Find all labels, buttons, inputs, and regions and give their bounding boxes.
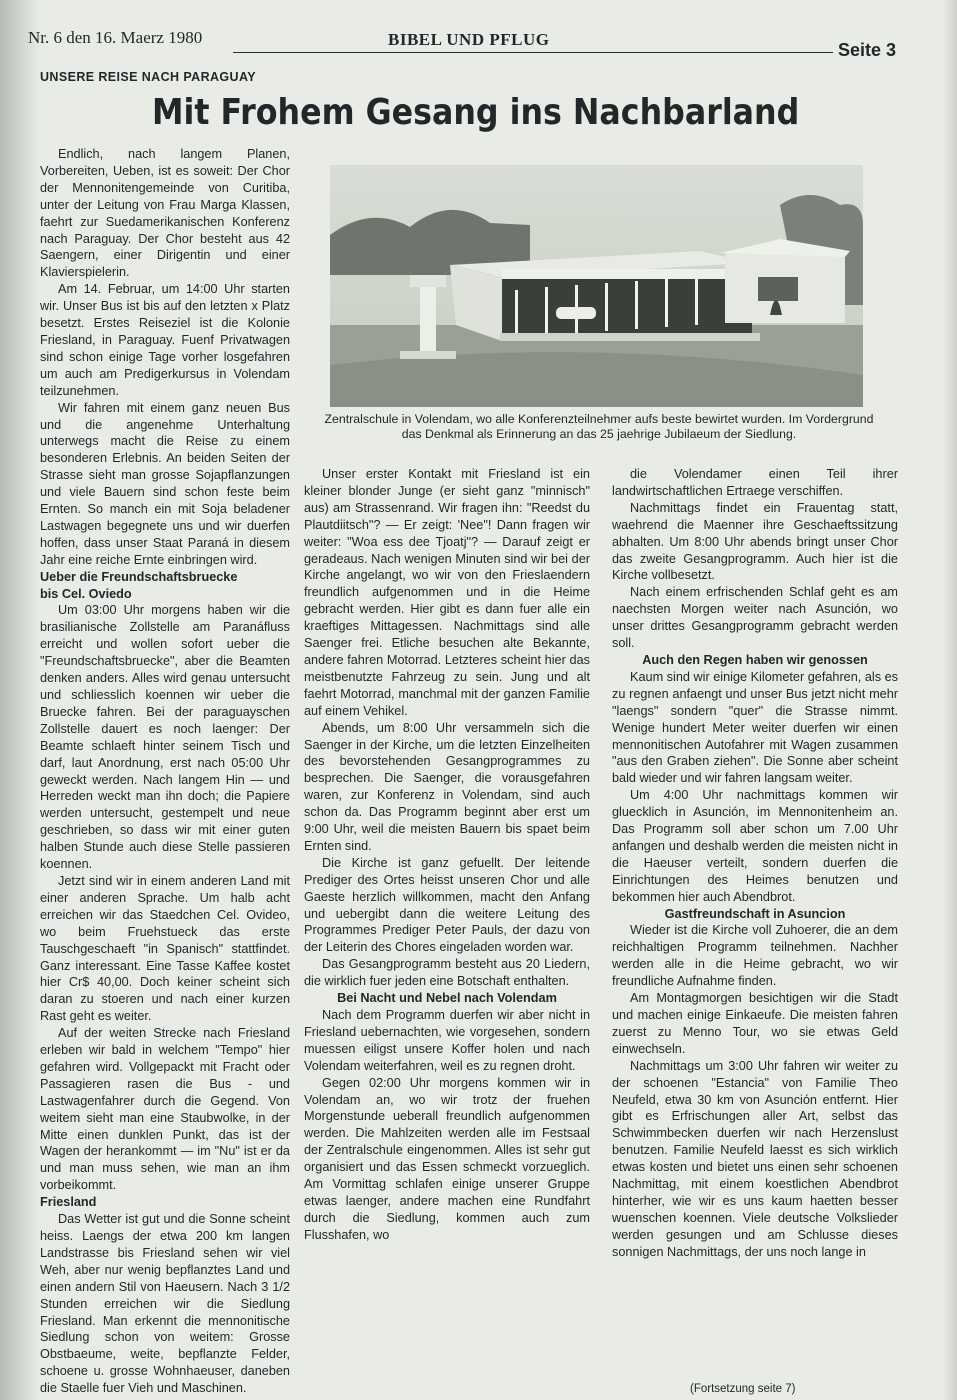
headline: Mit Frohem Gesang ins Nachbarland <box>152 92 800 133</box>
subheading: Ueber die Freundschaftsbruecke <box>40 569 238 584</box>
paragraph: Das Wetter ist gut und die Sonne scheint heiss. Laengs der etwa 200 km langen Landstrasse bis Friesland sehen wir viel Weh, aber nur wenig bepflanztes Land und einen andern Stil von Haeusern. Nach 3 1/2 Stunden erreichen wir die Siedlung Friesland. Man erkennt die mennonitische Siedlung schon von weitem: Grosse Obstbaeume, weite, bepflanzte Felder, schoene u. grosse Wohnhaeuser, daneben die Staelle fuer Vieh und Maschinen. <box>40 1212 290 1396</box>
paragraph: Am Montagmorgen besichtigen wir die Stadt und machen einige Einkaeufe. Die meisten fahren zuerst zu Menno Tour, wo sie etwas Geld einwechseln. <box>612 991 898 1056</box>
page-gutter-shadow <box>0 0 40 1400</box>
school-photo-illustration <box>330 165 863 407</box>
paragraph: Um 4:00 Uhr nachmittags kommen wir gluecklich in Asunción, im Mennonitenheim an. Das Programm soll aber schon um 7.00 Uhr anfangen und deshalb werden die meisten nicht in die Haeuser verteilt, sondern duerfen die Einrichtungen des Heimes benutzen und bekommen hier auch Abendbrot. <box>612 788 898 904</box>
paragraph: Jetzt sind wir in einem anderen Land mit einer anderen Sprache. Um halb acht erreichen wir das Staedchen Cel. Ovideo, wo beim Fruehstueck das erste Tauschgeschaeft "in Spanisch" stattfindet. Ganz interessant. Eine Tasse Kaffee kostet hier Cr$ 40,00. Doch keiner scheint sich daran zu stoeren und nach einer kurzen Rast geht es weiter. <box>40 873 290 1024</box>
paragraph: Gegen 02:00 Uhr morgens kommen wir in Volendam an, wo wir trotz der fruehen Morgenstunde ueberall freundlich aufgenommen werden. Die Mahlzeiten werden alle im Festsaal der Zentralschule eingenommen. Alles ist sehr gut organisiert und das Essen schmeckt vorzueglich. Am Vormittag schlafen einige unserer Gruppe etwas laenger, andere machen eine Rundfahrt durch die Siedlung, kommen auch zum Flusshafen, wo <box>304 1075 590 1242</box>
subheading: Gastfreundschaft in Asuncion <box>664 906 846 921</box>
subheading: Auch den Regen haben wir genossen <box>642 652 868 667</box>
paragraph: Abends, um 8:00 Uhr versammeln sich die Saenger in der Kirche, um die letzten Einzelheiten des bevorstehenden Gesangprogrammes zu besprechen. Die Saenger, die vorausgefahren waren, zur Konferenz in Volendam, sind auch schon da. Das Programm beginnt aber erst um 9:00 Uhr, weil die meisten Bauern bis spaet beim Ernten sind. <box>304 720 590 853</box>
page-edge <box>943 0 957 1400</box>
paragraph: Wir fahren mit einem ganz neuen Bus und die angenehme Unterhaltung unterwegs macht die Reise zu einem besonderen Erlebnis. An beiden Seiten der Strasse sieht man grosse Sojapflanzungen und viele Bauern sind schon feste beim Ernten. So manch ein mit Soja beladener Lastwagen begegnete uns und wir duerfen hoffen, dass unser Staat Paraná in diesem Jahr eine reiche Ernte einbringen wird. <box>40 400 290 567</box>
school-photo <box>330 165 863 407</box>
issue-date: Nr. 6 den 16. Maerz 1980 <box>28 28 203 47</box>
paragraph: Am 14. Februar, um 14:00 Uhr starten wir. Unser Bus ist bis auf den letzten x Platz besetzt. Erstes Reiseziel ist die Kolonie Friesland, in Paraguay. Fuenf Privatwagen sind schon einige Tage vorher losgefahren um auch am Predigerkursus in Volendam teilzunehmen. <box>40 282 290 398</box>
page-number: Seite 3 <box>838 40 897 60</box>
header-rule <box>233 52 833 53</box>
paragraph: Nachmittags findet ein Frauentag statt, waehrend die Maenner ihre Geschaeftssitzung abhalten. Um 8:00 Uhr abends bringt unser Chor das zweite Gesangprogramm. Auch hier ist die Kirche vollbesetzt. <box>612 500 898 583</box>
subheading: Friesland <box>40 1195 97 1210</box>
paragraph: Wieder ist die Kirche voll Zuhoerer, die an dem reichhaltigen Programm teilnehmen. Nachher werden alle in die Heime gebracht, wo wir freundliche Aufnahme finden. <box>612 923 898 989</box>
column-1 <box>40 146 290 1397</box>
subheading: bis Cel. Oviedo <box>40 586 132 601</box>
subheading: Bei Nacht und Nebel nach Volendam <box>337 991 557 1006</box>
paragraph: Nach einem erfrischenden Schlaf geht es am naechsten Morgen weiter nach Asunción, wo unser drittes Gesangprogramm gebracht werden soll. <box>612 585 898 651</box>
paragraph: Auf der weiten Strecke nach Friesland erleben wir bald in welchem "Tempo" hier gefahren wird. Vollgepackt mit Fracht oder Passagieren rasen die Bus - und Lastwagenfahrer durch die Gegend. Von weitem sieht man eine Staubwolke, in der Mitte einen dunklen Punkt, das ist der Wagen der herankommt — im "Nu" ist er da und man muss sehen, wie man an ihm vorbeikommt. <box>40 1026 290 1193</box>
newspaper-title: BIBEL UND PFLUG <box>388 30 550 49</box>
paragraph: Nach dem Programm duerfen wir aber nicht in Friesland uebernachten, wie vorgesehen, sondern muessen eiligst unsere Koffer holen und nach Volendam weiterfahren, weil es zu regnen droht. <box>304 1008 590 1073</box>
paragraph: Nachmittags um 3:00 Uhr fahren wir weiter zu der schoenen "Estancia" von Familie Theo Neufeld, etwa 30 km von Asunción entfernt. Hier gibt es Erfrischungen aller Art, selbst das Schwimmbecken duerfen wir nach Herzenslust benutzen. Familie Neufeld laesst es sich wirklich etwas kosten und bietet uns einen sehr schoenen Nachmittag, mit einem koestlichen Abendbrot hinterher, wie wir es uns kaum haetten besser wuenschen koennen. Viele deutsche Volkslieder werden gesungen und am Schlusse dieses sonnigen Nachmittags, der uns noch lange in <box>612 1058 898 1259</box>
paragraph: Unser erster Kontakt mit Friesland ist ein kleiner blonder Junge (er sieht ganz "minnisch" aus) am Strassenrand. Wir fragen ihn: "Reedst du Plautdiitsch"? — Er zeigt: 'Nee"! Dann fragen wir weiter: "Woa ess dee Tjoatj"? — Darauf zeigt er geradeaus. Nach wenigen Minuten sind wir bei der Kirche angelangt, wo wir von den Frieslaendern freundlich aufgenommen und in die Heime gebracht werden. Hier gibt es dann fuer alle ein kraeftiges Mittagessen. Nachmittags sind alle Saenger frei. Etliche besuchen alte Bekannte, andere fahren Motorrad. Letzteres scheint hier das meistbenutzte Fahrzeug zu sein. Jung und alt faehrt Motorrad, manchmal mit der ganzen Familie auf einem Vehikel. <box>304 467 590 718</box>
section-kicker: UNSERE REISE NACH PARAGUAY <box>40 70 256 84</box>
continuation-note: (Fortsetzung seite 7) <box>690 1383 796 1395</box>
photo-caption: Zentralschule in Volendam, wo alle Konferenzteilnehmer aufs beste bewirtet wurden. Im Vordergrund das Denkmal als Erinnerung an das 25 jaehrige Jubilaeum der Siedlung. <box>324 412 874 441</box>
column-2 <box>304 466 590 1244</box>
paragraph: Kaum sind wir einige Kilometer gefahren, als es zu regnen anfaengt und unser Bus jetzt nicht mehr "laengs" sondern "quer" die Strasse nimmt. Wenige hundert Meter weiter duerfen wir einen mennonitischen Autofahrer mit Wagen zusammen "aus den Graben ziehen". Die Sonne aber scheint bald wieder und wir fahren langsam weiter. <box>612 669 898 786</box>
paragraph: Die Kirche ist ganz gefuellt. Der leitende Prediger des Ortes heisst unseren Chor und alle Gaeste herzlich willkommen, macht den Anfang und uebergibt dann die weitere Leitung des Programmes Prediger Peter Pauls, der dazu von der Leiterin des Chores eingeladen worden war. <box>304 855 590 955</box>
paragraph: Das Gesangprogramm besteht aus 20 Liedern, die wirklich fuer jeden eine Botschaft enthalten. <box>304 957 590 989</box>
paragraph: die Volendamer einen Teil ihrer landwirtschaftlichen Ertraege verschiffen. <box>612 467 898 498</box>
paragraph: Endlich, nach langem Planen, Vorbereiten, Ueben, ist es soweit: Der Chor der Mennonitengemeinde von Curitiba, unter der Leitung von Frau Marga Klassen, faehrt zur Suedamerikanischen Konferenz nach Paraguay. Der Chor besteht aus 42 Saengern, einer Dirigentin und einer Klavierspielerin. <box>40 147 290 280</box>
paragraph: Um 03:00 Uhr morgens haben wir die brasilianische Zollstelle am Paranáfluss erreicht und wollen sofort ueber die "Freundschaftsbruecke", aber die Beamten denken anders. Alles wird genau untersucht und schliesslich koennen wir ueber die Bruecke fahren. Bei der paraguayschen Zollstelle dauert es noch laenger: Der Beamte schlaeft hinter seinem Tisch und darf, laut Anordnung, erst nach 05:00 Uhr geweckt werden. Nach langem Hin — und Herreden weckt man ihn doch; die Papiere werden untersucht, gestempelt und neue geschrieben, so dass wir mit einer guten halben Stunde auch diese Stelle passieren koennen. <box>40 603 290 872</box>
page-header <box>28 22 908 58</box>
column-3 <box>612 466 898 1261</box>
